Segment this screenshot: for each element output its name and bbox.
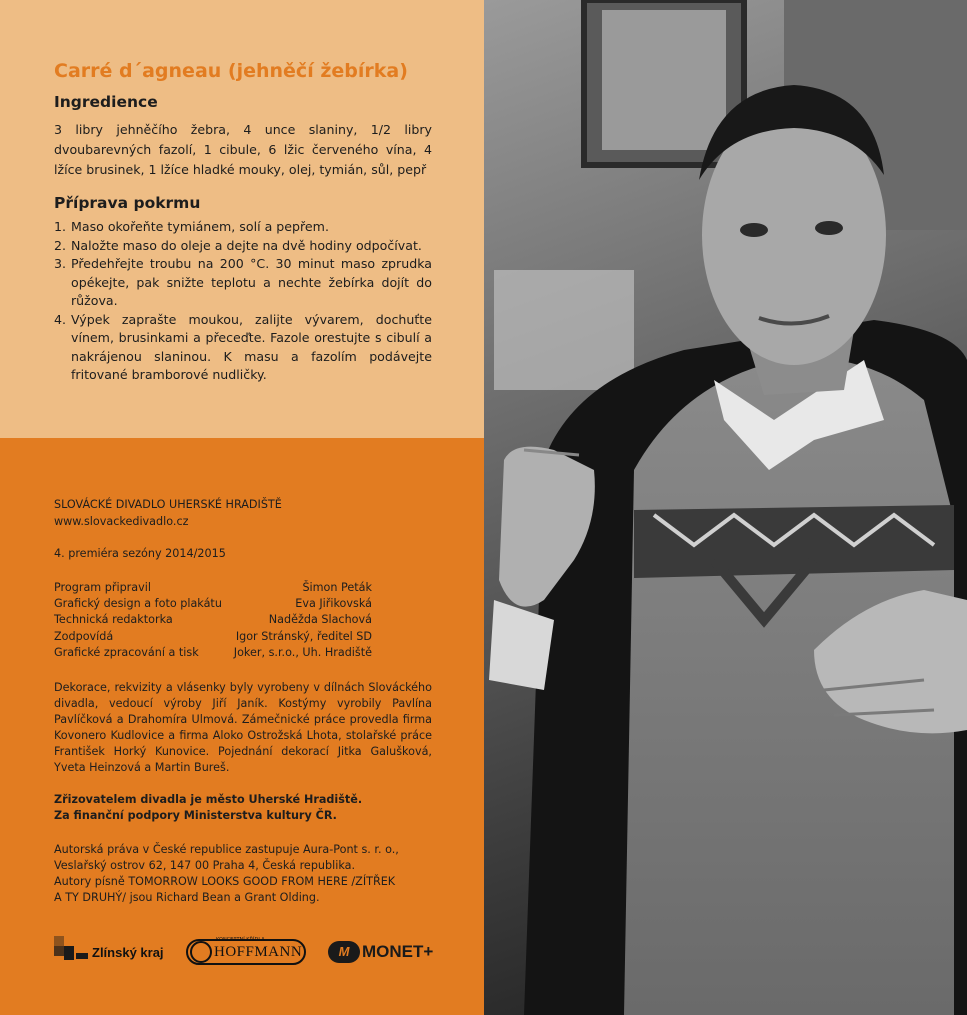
step-text: Výpek zaprašte moukou, zalijte vývarem, dochuťte vínem, brusinkami a přeceďte. Fazole orestujte s cibulí a nakrájenou slaninou. K masu a fazolím podávejte fritované bramborové nudličky. (71, 311, 432, 382)
ingredients-heading: Ingredience (54, 93, 158, 111)
step-number: 3. (54, 256, 67, 271)
step-item (54, 255, 432, 311)
step-number: 4. (54, 311, 67, 327)
rights-line-4: A TY DRUHÝ/ jsou Richard Bean a Grant Olding. (54, 891, 320, 904)
recipe-title: Carré d´agneau (jehněčí žebírka) (54, 60, 408, 82)
rights-line-2: Veslařský ostrov 62, 147 00 Praha 4, Česká republika. (54, 859, 356, 872)
theatre-name: SLOVÁCKÉ DIVADLO UHERSKÉ HRADIŠTĚ (54, 498, 282, 511)
founder-line-1: Zřizovatelem divadla je město Uherské Hradiště. (54, 793, 363, 806)
step-text: Naložte maso do oleje a dejte na dvě hodiny odpočívat. (71, 237, 422, 253)
step-number: 2. (54, 237, 67, 253)
credit-row (54, 612, 372, 628)
credit-role: Grafické zpracování a tisk (54, 645, 199, 659)
credit-name: Joker, s.r.o., Uh. Hradiště (233, 645, 372, 659)
monet-logo (328, 935, 432, 969)
hoffmann-logo (186, 935, 308, 969)
hoffmann-label: HOFFMANN (214, 944, 303, 960)
step-item (54, 218, 432, 237)
credit-name: Naděžda Slachová (268, 613, 372, 627)
actor-photo (484, 0, 967, 1015)
credits-list (54, 580, 372, 661)
step-text: Předehřejte troubu na 200 °C. 30 minut maso zprudka opékejte, pak snižte teplotu a nechte žebírka dojít do růžova. (71, 256, 432, 308)
monet-label: MONET+ (362, 942, 434, 961)
credit-name: Eva Jiřikovská (295, 597, 372, 611)
step-text: Maso okořeňte tymiánem, solí a pepřem. (71, 219, 329, 234)
step-item (54, 237, 432, 256)
credit-row (54, 645, 372, 661)
decor-note: Dekorace, rekvizity a vlásenky byly vyrobeny v dílnách Slováckého divadla, vedoucí výroby Jiří Janík. Kostýmy vyrobily Pavlína Pavlíčková a Drahomíra Ulmová. Zámečnické práce provedla firma Kovonero Kudlovice a firma Aloko Ostrožská Lhota, stolařské práce František Horký Kunovice. Pojednání dekorací Jitka Galušková, Yveta Heinzová a Martin Bureš. (54, 681, 432, 774)
theatre-web: www.slovackedivadlo.cz (54, 515, 189, 528)
zlinsky-kraj-label: Zlínský kraj (92, 945, 164, 960)
ingredients-text: 3 libry jehněčího žebra, 4 unce slaniny, 1/2 libry dvoubarevných fazolí, 1 cibule, 6 lžic červeného vína, 4 lžíce brusinek, 1 lžíce hladké mouky, olej, tymián, sůl, pepř (54, 122, 432, 177)
credit-row (54, 596, 372, 612)
hoffmann-small-label: KONCERTNÍ KŘÍDLA (216, 937, 265, 943)
credit-row (54, 629, 372, 645)
credit-name: Igor Stránský, ředitel SD (235, 629, 372, 643)
preparation-heading: Příprava pokrmu (54, 194, 201, 212)
monet-mark-icon: M (328, 941, 360, 963)
step-number: 1. (54, 219, 67, 234)
rights-line-1: Autorská práva v České republice zastupuje Aura-Pont s. r. o., (54, 843, 399, 856)
credit-role: Grafický design a foto plakátu (54, 597, 222, 611)
rights-line-3: Autory písně TOMORROW LOOKS GOOD FROM HERE /ZÍTŘEK (54, 875, 396, 888)
credit-name: Šimon Peták (302, 581, 372, 594)
step-item (54, 311, 432, 385)
credit-role: Zodpovídá (54, 629, 114, 643)
actor-photo-drawing (484, 0, 967, 1015)
preparation-steps (54, 218, 432, 385)
founder-line-2: Za finanční podpory Ministerstva kultury ČR. (54, 809, 337, 822)
premiere-line: 4. premiéra sezóny 2014/2015 (54, 547, 226, 560)
hoffmann-emblem-icon (190, 941, 212, 963)
zlinsky-kraj-logo (52, 935, 172, 969)
credit-role: Program připravil (54, 581, 151, 594)
credit-role: Technická redaktorka (54, 613, 173, 627)
credit-row (54, 580, 372, 596)
